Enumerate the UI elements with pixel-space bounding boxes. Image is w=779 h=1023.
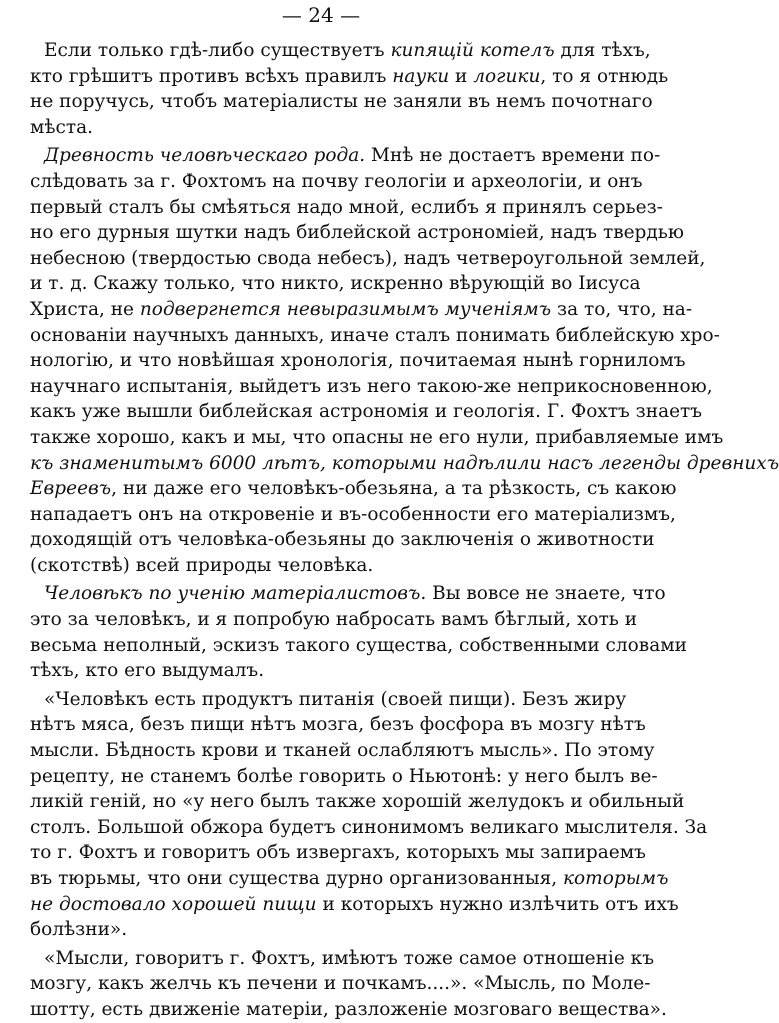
text-run: рецепту, не станемъ болѣе говорить о Ньютонѣ: у него былъ ве- [30,765,658,787]
text-line [30,946,655,972]
text-run: въ тюрьмы, что они существа дурно организованныя, [30,868,563,889]
text-run: Если только гдѣ-либо существуетъ [44,40,391,61]
text-run: и которыхъ нужно излѣчить отъ ихъ [316,893,679,915]
text-run: Вы вовсе не знаете, что [426,583,666,605]
text-run: первый сталъ бы смѣяться надо мной, еслибъ я принялъ серьез- [30,196,663,218]
text-line [30,271,641,297]
text-line [30,143,661,169]
text-line [30,297,693,323]
text-run: какъ уже вышли библейская астрономія и геологія. Г. Фохтъ знаетъ [30,401,703,423]
text-line [30,323,720,349]
text-line [30,687,627,713]
text-run: для тѣхъ, [554,40,651,61]
text-line [30,425,724,451]
text-run: весьма неполный, эскизъ такого существа, собственными словами [30,634,687,656]
text-line [30,476,677,502]
text-run: за то, что, на- [551,298,693,320]
text-run: доходящій отъ человѣка-обезьяны до заключенія о животности [30,529,655,551]
text-run: и [449,65,474,87]
text-line [30,607,638,633]
text-run: мѣста. [30,116,94,138]
text-line [30,527,655,553]
text-line [30,169,643,195]
text-run: нападаетъ онъ на откровеніе и въ-особенности его матеріализмъ, [30,503,676,525]
text-run: мозгу, какъ желчь къ печени и почкамъ....». «Мысль, по Моле- [30,973,651,995]
text-line [30,892,679,918]
text-run: не поручусь, чтобъ матеріалисты не заняли въ немъ почотнаго [30,91,653,113]
text-run: «Человѣкъ есть продуктъ питанія (своей пищи). Безъ жиру [44,688,627,710]
text-run: слѣдовать за г. Фохтомъ на почву геологіи и археологіи, и онъ [30,170,643,192]
book-page [30,0,779,1023]
text-run: ликій геній, но «у него былъ также хорошій желудокъ и обильный [30,791,685,813]
text-run: нѣтъ мяса, безъ пищи нѣтъ мозга, безъ фосфора въ мозгу нѣтъ [30,714,646,736]
text-run: кто грѣшитъ противъ всѣхъ правилъ [30,65,393,87]
text-run: научнаго испытанія, выйдетъ изъ него такою-же неприкосновенною, [30,375,713,397]
text-line [30,195,663,221]
text-line [30,633,687,659]
text-line [30,38,651,64]
italic-text: Человѣкъ по ученію матеріалистовъ. [44,583,427,605]
text-line [30,581,666,607]
text-run: Христа, не [30,298,140,320]
italic-text: подвергнется невыразимымъ мученіямъ [139,298,552,320]
text-line [30,917,612,943]
paragraph [30,687,708,943]
text-run: мысли. Бѣдность крови и тканей ослабляютъ мысль». По этому [30,740,655,762]
text-run: это за человѣкъ, и я попробую набросать вамъ бѣглый, хоть и [30,609,638,631]
text-line [30,64,669,90]
text-run: и т. д. Скажу только, что никто, искренно вѣрующій во Іисуса [30,273,641,295]
text-run: Мнѣ не достаетъ времени по- [365,145,661,167]
text-line [30,89,653,115]
text-run: также хорошо, какъ и мы, что опасны не его нули, прибавляемые имъ [30,426,724,448]
text-line [30,399,703,425]
text-line [30,246,706,272]
paragraph [30,38,669,140]
text-line [30,997,667,1023]
text-line [30,348,686,374]
text-run: нологію, и что новѣйшая хронологія, почитаемая нынѣ горниломъ [30,350,686,372]
text-line [30,789,685,815]
paragraph [30,946,667,1023]
text-line [30,815,708,841]
text-run: столъ. Большой обжора будетъ синонимомъ великаго мыслителя. За [30,816,708,838]
text-run: , ни даже его человѣкъ-обезьяна, а та рѣзкость, съ какою [111,478,677,500]
text-line [30,712,646,738]
paragraph [30,143,779,578]
text-run: тѣхъ, кто его выдумалъ. [30,660,265,682]
italic-text: не достовало хорошей пищи [30,893,317,915]
text-line [30,738,655,764]
text-run: шотту, есть движеніе матеріи, разложеніе мозговаго вещества». [30,998,667,1020]
text-line [30,502,676,528]
text-line [30,866,669,892]
italic-text: логики [473,65,541,87]
text-run: болѣзни». [30,919,128,941]
italic-text: кипящій котелъ [390,40,555,61]
italic-text: науки [392,65,450,87]
text-run: (скотствѣ) всей природы человѣка. [30,554,374,576]
page-number: — 24 — [281,3,361,27]
text-run: но его дурныя шутки надъ библейской астрономіей, надъ твердью [30,222,684,244]
paragraph [30,581,687,683]
text-line [30,553,612,579]
text-run: , то я отнюдь [540,65,669,87]
text-line [30,658,612,684]
body-text [30,38,779,1023]
text-line [30,971,651,997]
text-run: «Мысли, говоритъ г. Фохтъ, имѣютъ тоже самое отношеніе къ [44,947,655,969]
text-line [30,115,612,141]
text-run: то г. Фохтъ и говоритъ объ извергахъ, которыхъ мы запираемъ [30,842,646,864]
text-line [30,764,658,790]
italic-text: которымъ [563,868,669,889]
text-line [30,451,779,477]
text-line [30,840,646,866]
text-line [30,220,684,246]
italic-text: Древность человѣческаго рода. [44,145,366,167]
italic-text: Евреевъ [30,478,112,500]
text-line [30,374,713,400]
text-run: основаніи научныхъ данныхъ, иначе сталъ понимать библейскую хро- [30,324,720,346]
italic-text: къ знаменитымъ 6000 лѣтъ, которыми надѣлили насъ легенды древнихъ [30,452,779,474]
text-run: небесною (твердостью свода небесъ), надъ четвероугольной землей, [30,247,706,269]
